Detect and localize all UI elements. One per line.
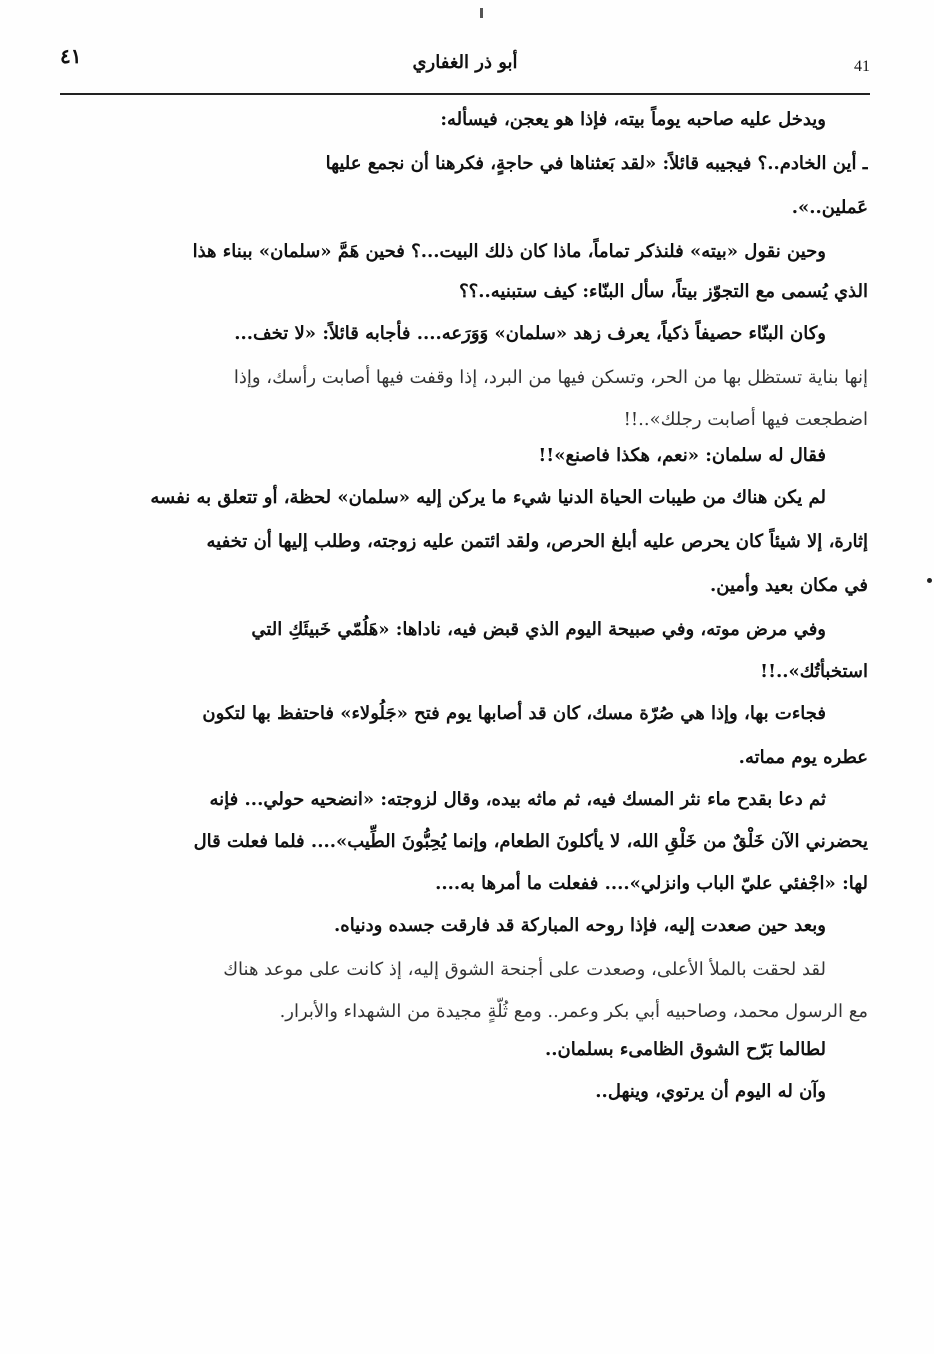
text-line: وحين نقول «بيته» فلنذكر تماماً، ماذا كان ذلك البيت...؟ فحين هَمَّ «سلمان» ببناء هذا — [192, 241, 826, 262]
text-line: لها: «اجْفئي عليّ الباب وانزلي».... ففعلت ما أمرها به.... — [435, 873, 868, 894]
text-line: وكان البنّاء حصيفاً ذكياً، يعرف زهد «سلمان» وَوَرَعه.... فأجابه قائلاً: «لا تخف... — [234, 323, 826, 344]
text-line: وفي مرض موته، وفي صبيحة اليوم الذي قبض فيه، ناداها: «هَلُمّي خَبيئَكِ التي — [251, 619, 826, 640]
text-line: الذي يُسمى مع التجوّز بيتاً، سأل البنّاء: كيف ستبنيه..؟؟ — [459, 281, 868, 302]
text-line: مع الرسول محمد، وصاحبيه أبي بكر وعمر.. ومع ثُلّةٍ مجيدة من الشهداء والأبرار. — [279, 1001, 868, 1022]
scan-speck — [927, 578, 932, 583]
text-line: لقد لحقت بالملأ الأعلى، وصعدت على أجنحة الشوق إليه، إذ كانت على موعد هناك — [223, 959, 826, 980]
text-line: فقال له سلمان: «نعم، هكذا فاصنع»!! — [538, 445, 826, 466]
text-line: لطالما بَرّح الشوق الظامىء بسلمان.. — [544, 1039, 826, 1060]
running-title: أبو ذر الغفاري — [412, 52, 518, 73]
page-number-arabic: ٤١ — [60, 44, 82, 68]
text-line: في مكان بعيد وأمين. — [709, 575, 868, 596]
page-header — [60, 40, 870, 90]
text-line: عَملين..». — [791, 197, 868, 218]
text-line: إنها بناية تستظل بها من الحر، وتسكن فيها من البرد، إذا وقفت فيها أصابت رأسك، وإذا — [233, 367, 868, 388]
text-line: إثارة، إلا شيئاً كان يحرص عليه أبلغ الحرص، ولقد ائتمن عليه زوجته، وطلب إليها أن تخفيه — [206, 531, 868, 552]
text-line: ثم دعا بقدح ماء نثر المسك فيه، ثم ماثه بيده، وقال لزوجته: «انضحيه حولي... فإنه — [209, 789, 826, 810]
text-line: ويدخل عليه صاحبه يوماً بيته، فإذا هو يعجن، فيسأله: — [440, 109, 826, 130]
text-line: فجاءت بها، وإذا هي صُرّة مسك، كان قد أصابها يوم فتح «جَلُولاء» فاحتفظ بها لتكون — [202, 703, 826, 724]
page-number-latin: 41 — [854, 58, 870, 75]
header-rule — [60, 93, 870, 95]
scan-speck — [480, 8, 483, 18]
text-line: عطره يوم مماته. — [738, 747, 868, 768]
text-line: استخبأتُك»..!! — [760, 661, 868, 682]
text-line: وآن له اليوم أن يرتوي، وينهل.. — [595, 1081, 826, 1102]
text-line: وبعد حين صعدت إليه، فإذا روحه المباركة قد فارقت جسده ودنياه. — [334, 915, 826, 936]
text-line: يحضرني الآن خَلْقٌ من خَلْقِ الله، لا يأكلونَ الطعام، وإنما يُحِبُّونَ الطِّيب».... فلما فعلت قال — [193, 831, 868, 852]
text-line: اضطجعت فيها أصابت رجلك»..!! — [623, 409, 868, 430]
text-line: لم يكن هناك من طيبات الحياة الدنيا شيء ما يركن إليه «سلمان» لحظة، أو تتعلق به نفسه — [150, 487, 826, 508]
text-line: ـ أين الخادم..؟ فيجيبه قائلاً: «لقد بَعثناها في حاجةٍ، فكرهنا أن نجمع عليها — [325, 153, 868, 174]
